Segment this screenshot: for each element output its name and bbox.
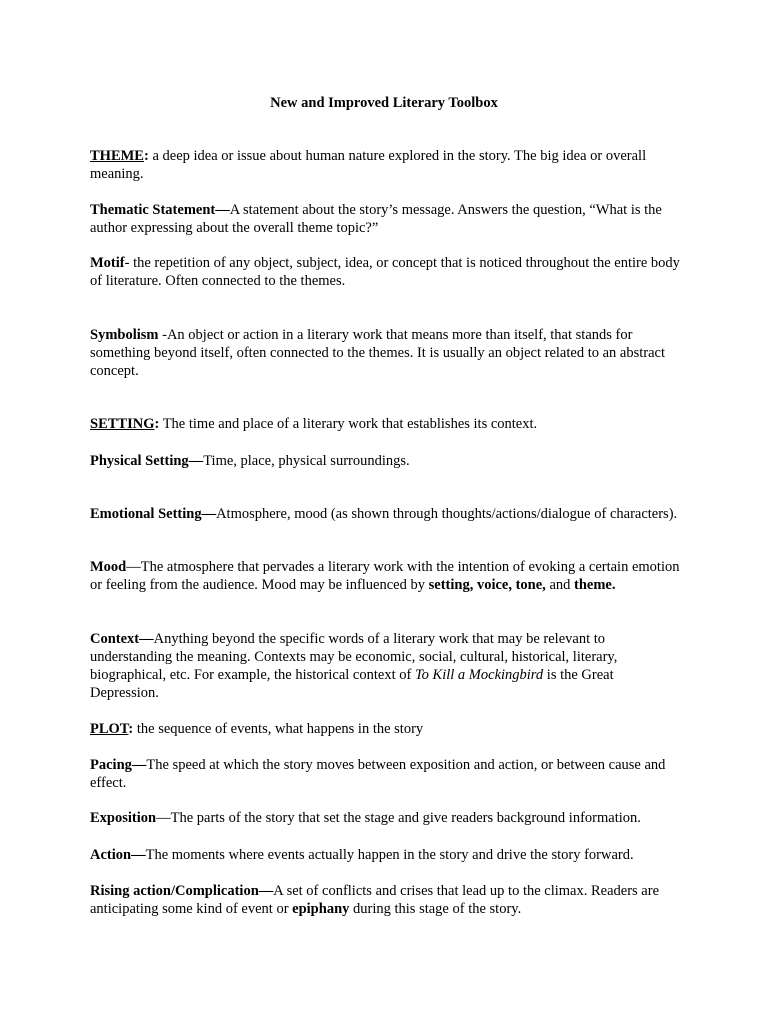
theme-definition: a deep idea or issue about human nature explored in the story. The big idea or overall meaning. (90, 148, 647, 182)
physical-setting-definition: Time, place, physical surroundings. (203, 453, 410, 469)
emotional-setting-term: Emotional Setting— (90, 506, 217, 522)
pacing-definition: The speed at which the story moves between exposition and action, or between cause and effect. (90, 757, 666, 791)
mood-and-word: and (545, 577, 574, 593)
rising-action-bold-term: epiphany (292, 901, 350, 917)
rising-action-term: Rising action/Complication— (90, 883, 274, 899)
emotional-setting-entry (90, 505, 680, 523)
exposition-term: Exposition (90, 810, 157, 826)
setting-entry (90, 415, 680, 433)
exposition-definition: —The parts of the story that set the stage and give readers background information. (156, 810, 641, 826)
symbolism-term: Symbolism (90, 327, 159, 343)
setting-colon: : (154, 416, 160, 432)
context-book-title: To Kill a Mockingbird (414, 667, 544, 683)
setting-term: SETTING (90, 416, 155, 432)
thematic-statement-term: Thematic Statement— (90, 202, 230, 218)
mood-entry (90, 558, 680, 594)
plot-colon: : (128, 721, 134, 737)
physical-setting-entry (90, 452, 680, 470)
thematic-statement-entry (90, 201, 680, 237)
symbolism-entry (90, 326, 680, 380)
pacing-term: Pacing— (90, 757, 147, 773)
plot-entry (90, 720, 680, 738)
theme-entry (90, 147, 680, 183)
emotional-setting-definition: Atmosphere, mood (as shown through thoughts/actions/dialogue of characters). (216, 506, 678, 522)
motif-definition: - the repetition of any object, subject, idea, or concept that is noticed throughout the entire body of literature. Often connected to the themes. (90, 255, 680, 289)
context-term: Context— (90, 631, 154, 647)
context-entry (90, 630, 680, 702)
motif-entry (90, 254, 680, 290)
symbolism-definition: -An object or action in a literary work that means more than itself, that stands for something beyond itself, often connected to the themes. It is usually an object related to an abstract concept. (90, 327, 665, 379)
mood-definition: —The atmosphere that pervades a literary work with the intention of evoking a certain emotion or feeling from the audience. Mood may be influenced by (90, 559, 680, 593)
setting-definition: The time and place of a literary work that establishes its context. (159, 416, 538, 432)
exposition-entry (90, 809, 680, 827)
rising-action-entry (90, 882, 680, 918)
mood-term: Mood (90, 559, 127, 575)
action-definition: The moments where events actually happen in the story and drive the story forward. (145, 847, 634, 863)
pacing-entry (90, 756, 680, 792)
action-entry (90, 846, 680, 864)
action-term: Action— (90, 847, 146, 863)
motif-term: Motif (90, 255, 125, 271)
mood-bold-last: theme. (574, 577, 616, 593)
thematic-statement-definition: A statement about the story’s message. Answers the question, “What is the author expressing about the overall theme topic?” (90, 202, 662, 236)
mood-bold-terms: setting, voice, tone, (428, 577, 546, 593)
physical-setting-term: Physical Setting— (90, 453, 204, 469)
rising-action-definition: A set of conflicts and crises that lead up to the climax. Readers are anticipating some kind of event or (90, 883, 660, 917)
rising-action-definition-end: during this stage of the story. (349, 901, 522, 917)
context-definition: Anything beyond the specific words of a literary work that may be relevant to understanding the meaning. Contexts may be economic, social, cultural, historical, literary, biographical, etc. For example, the historical context of (90, 631, 618, 683)
document-title: New and Improved Literary Toolbox (270, 95, 498, 111)
plot-definition: the sequence of events, what happens in the story (133, 721, 424, 737)
theme-colon: : (143, 148, 149, 164)
theme-term: THEME (90, 148, 144, 164)
context-definition-end: is the Great Depression. (90, 667, 614, 701)
plot-term: PLOT (90, 721, 129, 737)
